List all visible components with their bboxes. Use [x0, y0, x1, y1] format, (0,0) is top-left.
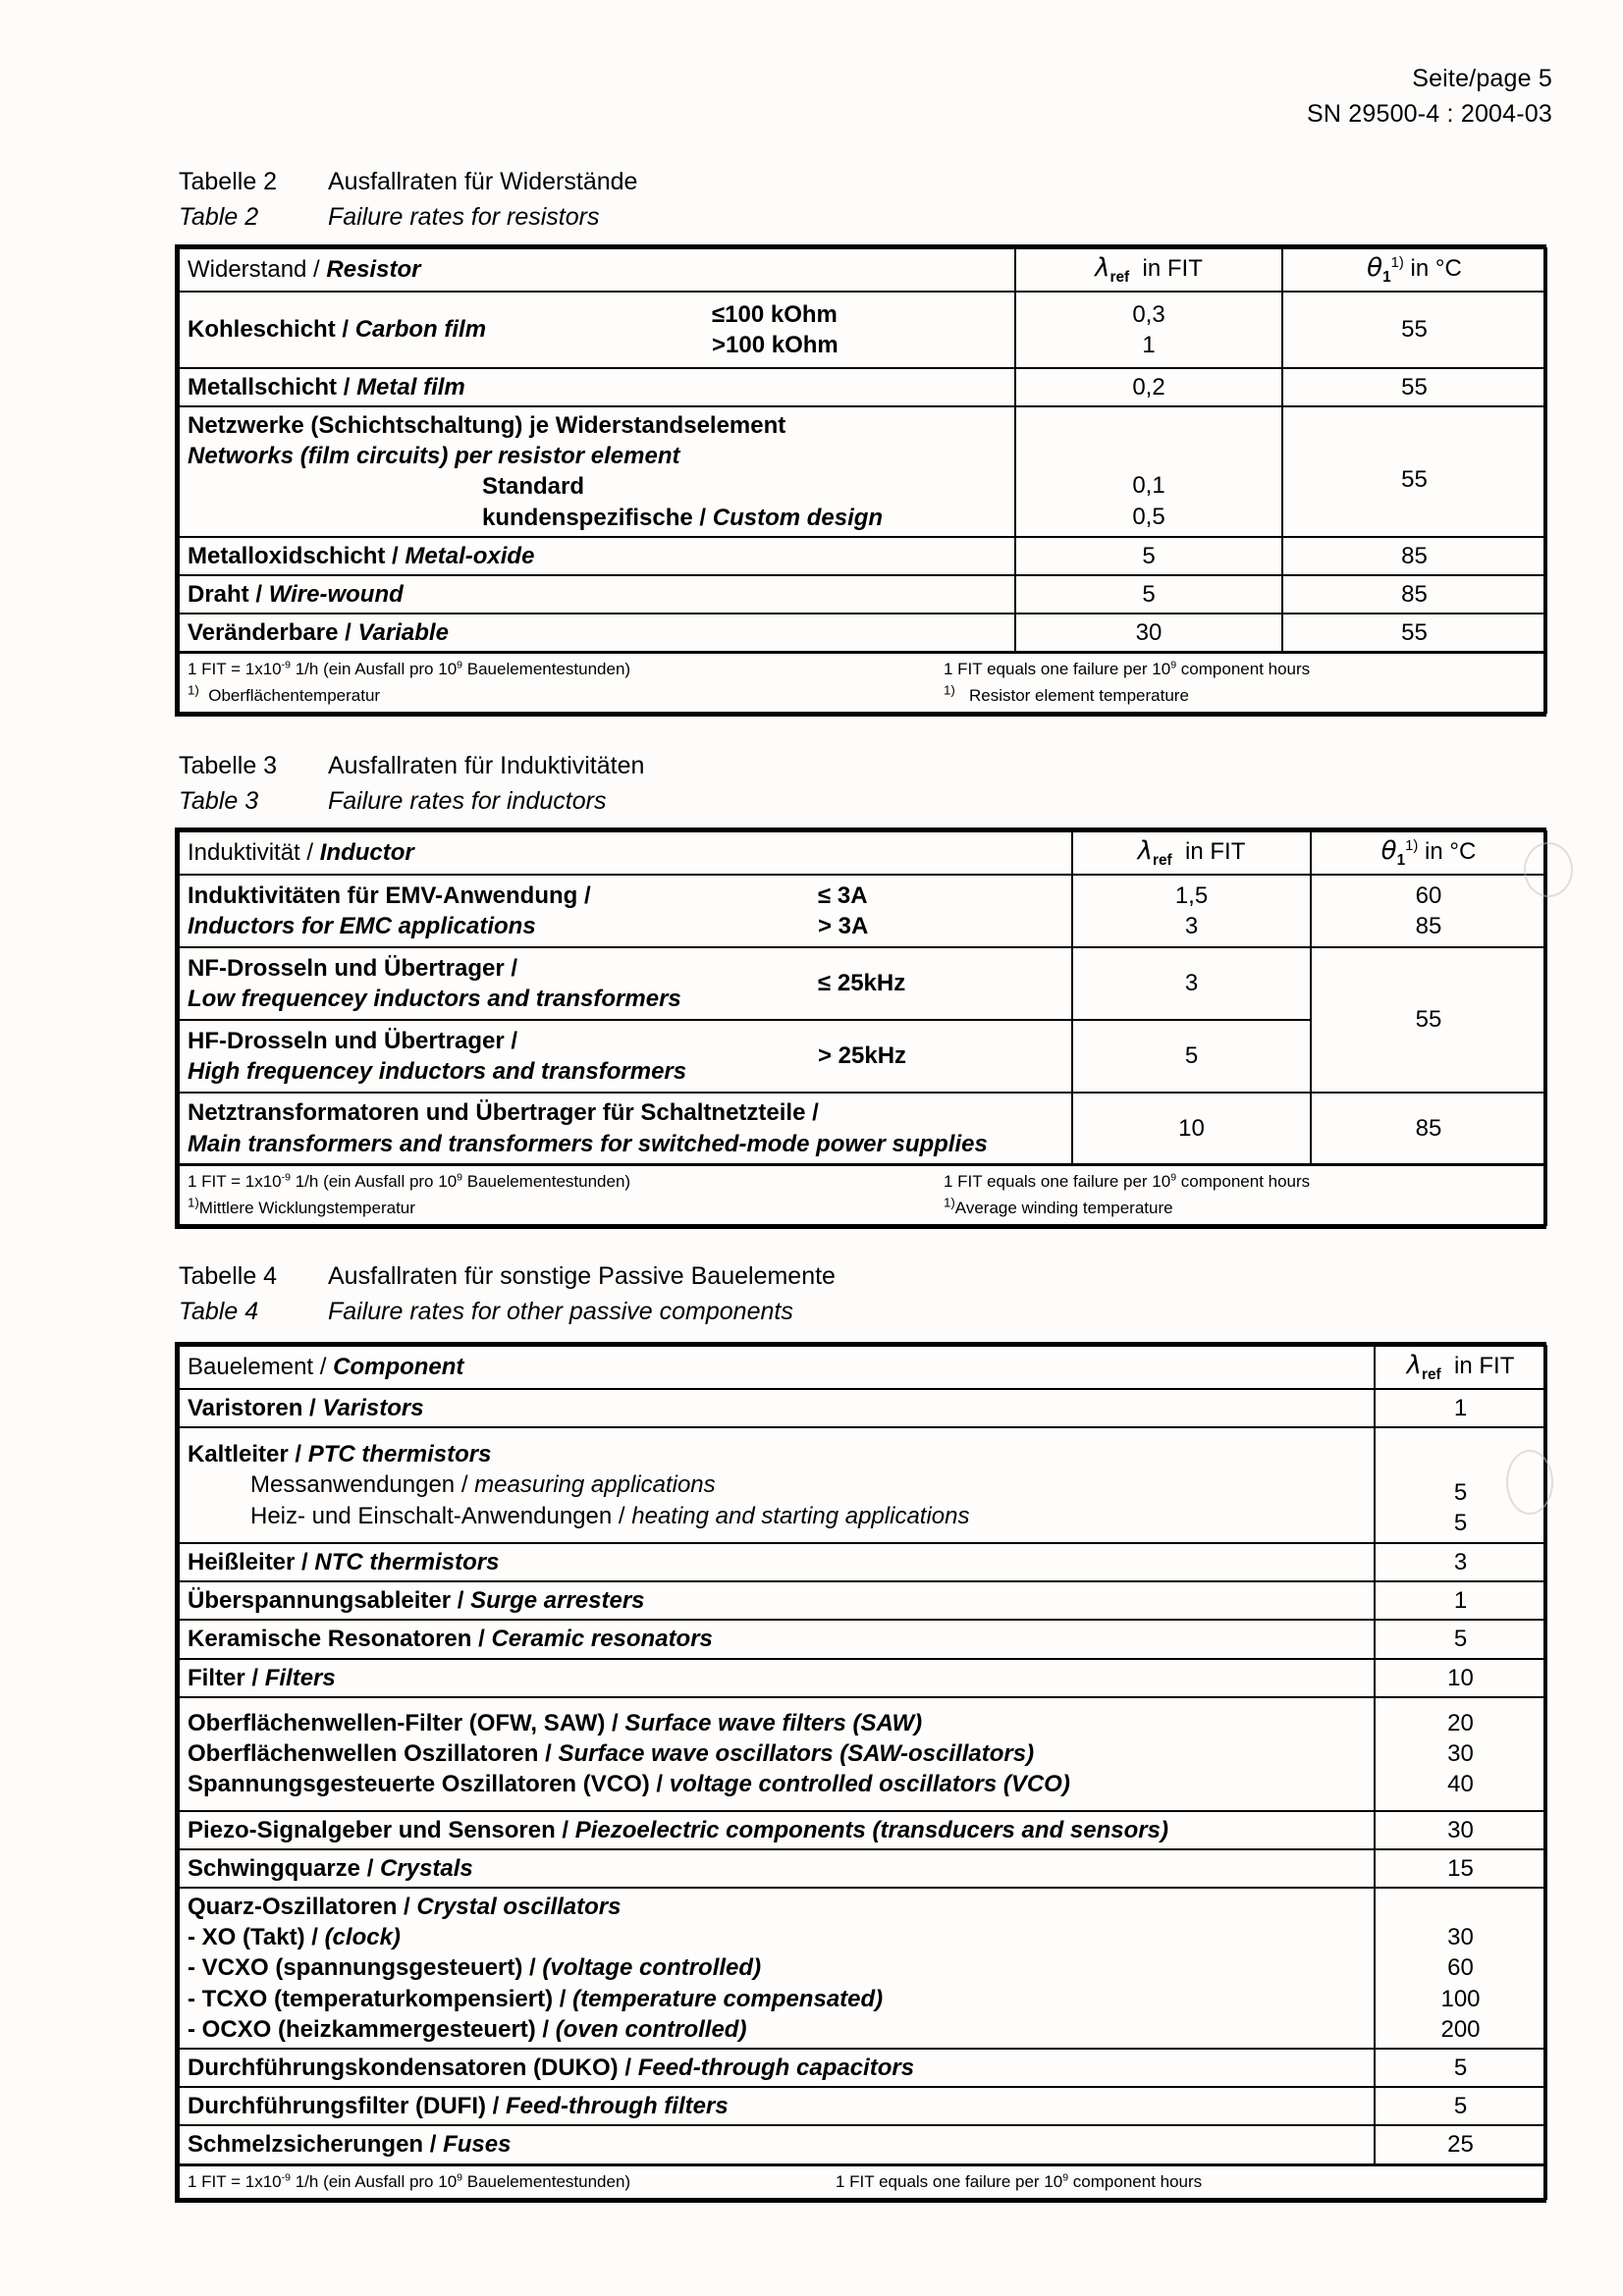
table4-row-ptc — [179, 1427, 1375, 1543]
table3-row2-lambda: 3 — [1072, 947, 1311, 1020]
table4-row-crystals-en: Crystals — [380, 1854, 473, 1882]
theta-symbol: θ — [1380, 836, 1397, 866]
osc-title-de: Quarz-Oszillatoren — [188, 1894, 398, 1921]
table4-osc-line2 — [188, 1952, 1366, 1983]
saw-line3-de: Spannungsgesteuerte Oszillatoren (VCO) — [188, 1771, 650, 1798]
table2-row1-name-de: Kohleschicht — [188, 316, 336, 344]
fn-en-b: component hours — [1068, 2171, 1203, 2191]
table2-footnote-de-line2 — [188, 683, 944, 709]
table4-row-duko-value: 5 — [1375, 2049, 1546, 2087]
table2-row5-theta: 85 — [1282, 575, 1546, 614]
table4-row-ntc-value: 3 — [1375, 1543, 1546, 1581]
table-row — [179, 947, 1546, 1020]
table3-footnote-de-line1 — [188, 1169, 944, 1195]
table4-footnote — [179, 2164, 1546, 2199]
table4-caption-text-en: Failure rates for other passive components — [328, 1297, 793, 1325]
fn-b: 1/h (ein Ausfall pro 10 — [290, 1172, 458, 1192]
table2-caption-text-en: Failure rates for resistors — [328, 202, 600, 231]
table4-osc-line3 — [188, 1984, 1366, 2014]
fn-mark-en: 1) — [944, 681, 955, 697]
table4-col-component: Bauelement / Component — [179, 1346, 1375, 1389]
ptc-value-2: 5 — [1453, 1509, 1468, 1536]
table4-row-varistors-value: 1 — [1375, 1389, 1546, 1427]
table-row — [179, 875, 1546, 947]
table4-row-varistors-en: Varistors — [322, 1394, 424, 1421]
fn-exp-9: 9 — [457, 2170, 463, 2183]
table3-col-component-de: Induktivität — [188, 839, 300, 867]
lambda-subscript: ref — [1422, 1365, 1441, 1383]
table3-footnote-de-line2 — [188, 1196, 944, 1221]
table4-row-piezo-de: Piezo-Signalgeber und Sensoren — [188, 1816, 556, 1843]
table3-footnote-de — [188, 1169, 944, 1221]
table4-row-filters-de: Filter — [188, 1664, 245, 1691]
table4 — [175, 1342, 1546, 2203]
table2-row6-theta: 55 — [1282, 614, 1546, 653]
fn-de-text: Mittlere Wicklungstemperatur — [198, 1198, 415, 1217]
table3-footnote — [179, 1165, 1546, 1225]
osc-line2-en: (voltage controlled) — [542, 1954, 762, 1982]
table-row — [179, 292, 1546, 368]
table-row — [179, 1427, 1546, 1543]
table4-col-component-en: Component — [333, 1354, 464, 1381]
table4-row-filters: Filter / Filters — [179, 1659, 1375, 1697]
table4-grid — [178, 1345, 1547, 2200]
table3-row2-name-en: Low frequencey inductors and transformers — [188, 985, 681, 1012]
table2-caption-label-en: Table 2 — [179, 202, 259, 231]
fn-mark-de: 1) — [188, 681, 199, 697]
fn-c: Bauelementestunden) — [462, 660, 631, 679]
table4-row-surge-en: Surge arresters — [470, 1587, 645, 1615]
table3-row3-name-de: HF-Drosseln und Übertrager / — [188, 1027, 518, 1054]
fn-exp-neg9: -9 — [281, 1171, 291, 1184]
table2-row4-lambda: 5 — [1015, 537, 1282, 575]
table4-row-saw-values — [1375, 1697, 1546, 1811]
table3-row4-theta: 85 — [1311, 1093, 1546, 1165]
table4-row-ntc-en: NTC thermistors — [314, 1548, 500, 1575]
table4-row-duko: Durchführungskondensatoren (DUKO) / Feed-through capacitors — [179, 2049, 1375, 2087]
lambda-unit-label: in FIT — [1142, 255, 1203, 282]
table4-row-ntc-de: Heißleiter — [188, 1548, 296, 1575]
table4-caption-label-en: Table 4 — [179, 1297, 259, 1325]
table2-footnote-en-line2 — [944, 683, 1538, 709]
table2-row5-name-en: Wire-wound — [268, 580, 404, 608]
saw-line1-de: Oberflächenwellen-Filter (OFW, SAW) — [188, 1709, 606, 1736]
table4-footnote-en-line1 — [836, 2169, 1538, 2195]
lambda-symbol: λ — [1406, 1351, 1423, 1380]
table4-row-ceramic: Keramische Resonatoren / Ceramic resonators — [179, 1620, 1375, 1658]
table-row — [179, 406, 1546, 537]
table4-row-dufi-de: Durchführungsfilter (DUFI) — [188, 2093, 486, 2120]
theta-footnote-marker: 1) — [1405, 838, 1419, 854]
table2-footnote — [179, 653, 1546, 713]
table4-row-ptc-sub1: Messanwendungen / measuring applications — [250, 1471, 716, 1499]
table2-row3-name-de: Netzwerke (Schichtschaltung) je Widerstandselement — [188, 411, 786, 439]
table2-row6-name-en: Variable — [357, 619, 449, 647]
table2-row3-component — [179, 406, 1015, 537]
table3-row1-condition-2: > 3A — [818, 912, 869, 939]
fn-b: 1/h (ein Ausfall pro 10 — [290, 2171, 458, 2191]
table4-caption — [179, 1259, 836, 1329]
table4-row-surge: Überspannungsableiter / Surge arresters — [179, 1581, 1375, 1620]
fn-a: 1 FIT = 1x10 — [188, 2171, 282, 2191]
table3-row2-condition: ≤ 25kHz — [818, 970, 906, 997]
fn-c: Bauelementestunden) — [462, 1172, 631, 1192]
table2-row1-name: Kohleschicht / Carbon film — [188, 316, 487, 344]
table3-col-component-en: Inductor — [319, 839, 414, 867]
fn-exp-neg9: -9 — [281, 2170, 291, 2183]
table4-footnote-de — [188, 2169, 836, 2195]
osc-line4-en: (oven controlled) — [555, 2015, 747, 2043]
table2-col-component-de: Widerstand — [188, 256, 307, 284]
table2-footnote-en-line1 — [944, 657, 1538, 682]
lambda-symbol: λ — [1095, 253, 1110, 283]
osc-line1-en: (clock) — [324, 1924, 401, 1951]
table-row — [179, 1811, 1546, 1849]
table4-row-piezo-en: Piezoelectric components (transducers and sensors) — [574, 1816, 1168, 1843]
fn-c: Bauelementestunden) — [462, 2171, 631, 2191]
table2-row3-sub2-de: kundenspezifische — [482, 504, 693, 531]
theta-footnote-marker: 1) — [1390, 255, 1404, 271]
theta-subscript: 1 — [1382, 268, 1391, 286]
table3-row2-name-de: NF-Drosseln und Übertrager / — [188, 954, 518, 982]
table2-row1-lambda-1: 0,3 — [1132, 300, 1165, 328]
table3-row1-theta-1: 60 — [1415, 881, 1442, 909]
table2-row6-name-de: Veränderbare — [188, 619, 339, 647]
table4-row-crystals-de: Schwingquarze — [188, 1854, 361, 1882]
table3-row1-name — [188, 881, 808, 941]
table2-row3-sub1-de: Standard — [482, 473, 585, 501]
table3-row1-conditions — [808, 881, 1063, 941]
table3-row1-theta — [1311, 875, 1546, 947]
table3-row1-name-en: Inductors for EMC applications — [188, 912, 536, 939]
table3-row2-name — [188, 953, 808, 1014]
fn-de-text: Oberflächentemperatur — [208, 685, 381, 705]
table4-row-surge-de: Überspannungsableiter — [188, 1587, 452, 1615]
table4-row-crystal-osc-values — [1375, 1888, 1546, 2049]
table4-osc-line1 — [188, 1922, 1366, 1952]
table2-row5-name-de: Draht — [188, 580, 249, 608]
table3-caption-label-en: Table 3 — [179, 786, 259, 815]
ptc-sub1-de: Messanwendungen — [250, 1471, 456, 1499]
table4-row-ptc-values — [1375, 1427, 1546, 1543]
lambda-symbol: λ — [1137, 836, 1154, 866]
table3-row4-component — [179, 1093, 1072, 1165]
table2-row2-name-en: Metal film — [356, 373, 465, 400]
table2-row5-lambda: 5 — [1015, 575, 1282, 614]
table-row — [179, 1697, 1546, 1811]
lambda-subscript: ref — [1109, 268, 1130, 286]
fn-en-exp: 9 — [1062, 2170, 1069, 2183]
fn-mark-de: 1) — [188, 1194, 199, 1209]
table4-row-fuses-value: 25 — [1375, 2125, 1546, 2164]
ptc-sub2-en: heating and starting applications — [631, 1502, 970, 1529]
table3-footnote-en — [944, 1169, 1538, 1221]
table2-row1-conditions — [702, 299, 1006, 360]
table3-row3-condition: > 25kHz — [818, 1042, 907, 1070]
table-row — [179, 1389, 1546, 1427]
table2-caption-label-de: Tabelle 2 — [179, 168, 278, 195]
lambda-subscript: ref — [1153, 851, 1172, 869]
table-row — [179, 614, 1546, 653]
table3-grid — [178, 830, 1547, 1226]
table4-row-ptc-title: Kaltleiter / PTC thermistors — [188, 1441, 492, 1468]
table3-footnote-row — [179, 1165, 1546, 1225]
table4-row-dufi: Durchführungsfilter (DUFI) / Feed-through filters — [179, 2087, 1375, 2125]
table2-row1-lambda — [1015, 292, 1282, 368]
lambda-unit-label: in FIT — [1185, 838, 1246, 865]
table4-row-filters-en: Filters — [264, 1664, 336, 1691]
table4-row-crystals: Schwingquarze / Crystals — [179, 1849, 1375, 1888]
osc-line2-de: - VCXO (spannungsgesteuert) / — [188, 1954, 536, 1982]
table2-col-theta — [1282, 248, 1546, 292]
table3-footnote-en-line2 — [944, 1196, 1538, 1221]
fn-a: 1 FIT = 1x10 — [188, 660, 282, 679]
osc-value-2: 60 — [1447, 1954, 1474, 1982]
saw-value-2: 30 — [1447, 1740, 1474, 1768]
table2-row4-component: Metalloxidschicht / Metal-oxide — [179, 537, 1015, 575]
table2-caption — [179, 165, 637, 235]
table2-row3-sub2: kundenspezifische / Custom design — [482, 504, 884, 531]
table-row — [179, 1543, 1546, 1581]
table4-header-row — [179, 1346, 1546, 1389]
fn-exp-neg9: -9 — [281, 659, 291, 671]
table2-caption-text-de: Ausfallraten für Widerstände — [328, 168, 638, 195]
table3-row3-name — [188, 1026, 808, 1087]
table-row — [179, 1659, 1546, 1697]
table-row — [179, 1093, 1546, 1165]
table4-caption-label-de: Tabelle 4 — [179, 1262, 278, 1290]
table2-row4-name-en: Metal-oxide — [405, 542, 535, 569]
fn-en-b: component hours — [1176, 660, 1311, 679]
table4-col-lambda — [1375, 1346, 1546, 1389]
table2-col-component: Widerstand / Resistor — [179, 248, 1015, 292]
saw-line2-en: Surface wave oscillators (SAW-oscillators) — [558, 1740, 1035, 1768]
table4-row-duko-en: Feed-through capacitors — [637, 2055, 915, 2081]
table3-caption-text-en: Failure rates for inductors — [328, 786, 607, 815]
table3-row2-component — [179, 947, 1072, 1020]
table-row — [179, 1888, 1546, 2049]
table4-row-varistors: Varistoren / Varistors — [179, 1389, 1375, 1427]
table4-row-ceramic-de: Keramische Resonatoren — [188, 1626, 472, 1653]
fn-mark-en: 1) — [944, 1194, 955, 1209]
table2-row6-lambda: 30 — [1015, 614, 1282, 653]
table2-grid — [178, 247, 1547, 714]
fn-en-text: Average winding temperature — [954, 1198, 1173, 1217]
table3 — [175, 828, 1546, 1229]
standard-reference-label: SN 29500-4 : 2004-03 — [1306, 100, 1552, 129]
table4-row-ntc: Heißleiter / NTC thermistors — [179, 1543, 1375, 1581]
table4-row-varistors-de: Varistoren — [188, 1394, 303, 1421]
table2-row1-theta: 55 — [1282, 292, 1546, 368]
table-row — [179, 1849, 1546, 1888]
table4-row-dufi-value: 5 — [1375, 2087, 1546, 2125]
table3-row1-component — [179, 875, 1072, 947]
osc-line4-de: - OCXO (heizkammergesteuert) / — [188, 2015, 550, 2043]
page-number-label: Seite/page 5 — [1412, 65, 1552, 92]
osc-line3-en: (temperature compensated) — [572, 1985, 884, 2012]
saw-line1-en: Surface wave filters (SAW) — [624, 1709, 923, 1736]
table2-col-lambda — [1015, 248, 1282, 292]
table2-row2-theta: 55 — [1282, 368, 1546, 406]
osc-line1-de: - XO (Takt) / — [188, 1924, 318, 1951]
table3-caption — [179, 749, 644, 819]
osc-line3-de: - TCXO (temperaturkompensiert) / — [188, 1985, 567, 2012]
table2-row1-condition-1: ≤100 kOhm — [712, 300, 838, 328]
table2-row1-lambda-2: 1 — [1142, 331, 1156, 358]
table2-row3-lambda-1: 0,1 — [1132, 472, 1165, 500]
table2-row1-name-en: Carbon film — [354, 316, 487, 344]
table4-footnote-row — [179, 2164, 1546, 2199]
table4-row-filters-value: 10 — [1375, 1659, 1546, 1697]
table2-row5-component: Draht / Wire-wound — [179, 575, 1015, 614]
table2-col-component-en: Resistor — [326, 256, 421, 284]
table4-saw-line3: Spannungsgesteuerte Oszillatoren (VCO) / voltage controlled oscillators (VCO) — [188, 1771, 1070, 1798]
table2-row1-component — [179, 292, 1015, 368]
table3-row1-theta-2: 85 — [1415, 912, 1442, 939]
table3-row4-name-en: Main transformers and transformers for switched-mode power supplies — [188, 1130, 988, 1157]
fn-en-exp: 9 — [1170, 1171, 1177, 1184]
table2-row3-sub2-en: Custom design — [712, 504, 884, 531]
document-header — [1307, 61, 1552, 133]
fn-en-a: 1 FIT equals one failure per 10 — [944, 1172, 1171, 1192]
table2-row3-lambda-2: 0,5 — [1132, 503, 1165, 530]
table3-row1-lambda-1: 1,5 — [1174, 881, 1209, 909]
table2-row2-lambda: 0,2 — [1015, 368, 1282, 406]
table4-saw-line2: Oberflächenwellen Oszillatoren / Surface wave oscillators (SAW-oscillators) — [188, 1740, 1035, 1768]
table4-row-piezo: Piezo-Signalgeber und Sensoren / Piezoelectric components (transducers and sensors) — [179, 1811, 1375, 1849]
table2-row4-name-de: Metalloxidschicht — [188, 542, 386, 569]
ptc-sub2-de: Heiz- und Einschalt-Anwendungen — [250, 1502, 613, 1529]
table3-caption-text-de: Ausfallraten für Induktivitäten — [328, 752, 645, 779]
table4-row-crystals-value: 15 — [1375, 1849, 1546, 1888]
table2-row6-component: Veränderbare / Variable — [179, 614, 1015, 653]
table-row — [179, 2049, 1546, 2087]
fn-en-b: component hours — [1176, 1172, 1311, 1192]
table3-row4-name-de: Netztransformatoren und Übertrager für Schaltnetzteile / — [188, 1099, 819, 1127]
table4-saw-line1: Oberflächenwellen-Filter (OFW, SAW) / Surface wave filters (SAW) — [188, 1709, 923, 1736]
table4-col-component-de: Bauelement — [188, 1354, 314, 1381]
table2-row2-component: Metallschicht / Metal film — [179, 368, 1015, 406]
osc-value-1: 30 — [1447, 1924, 1474, 1951]
table4-row-duko-de: Durchführungskondensatoren (DUKO) — [188, 2055, 619, 2081]
table-row — [179, 537, 1546, 575]
ptc-sub1-en: measuring applications — [474, 1471, 716, 1499]
table2-row2-name-de: Metallschicht — [188, 373, 338, 400]
table3-caption-label-de: Tabelle 3 — [179, 752, 278, 779]
table-row — [179, 2125, 1546, 2164]
table4-row-crystal-osc — [179, 1888, 1375, 2049]
ptc-value-1: 5 — [1453, 1478, 1468, 1506]
table4-row-ceramic-en: Ceramic resonators — [491, 1626, 713, 1653]
theta-symbol: θ — [1367, 253, 1383, 283]
fn-en-exp: 9 — [1170, 659, 1177, 671]
saw-line3-en: voltage controlled oscillators (VCO) — [669, 1771, 1070, 1798]
table3-row3-component — [179, 1020, 1072, 1093]
table4-row-surge-value: 1 — [1375, 1581, 1546, 1620]
table4-footnote-en — [836, 2169, 1538, 2195]
table2-row3-lambda — [1015, 406, 1282, 537]
table3-row1-lambda — [1072, 875, 1311, 947]
table2-row3-sub1 — [188, 471, 1006, 502]
table4-row-saw-group — [179, 1697, 1375, 1811]
table4-row-ptc-en: PTC thermistors — [307, 1441, 492, 1468]
table-row — [179, 1581, 1546, 1620]
table2-header-row — [179, 248, 1546, 292]
table4-footnote-de-line1 — [188, 2169, 836, 2195]
table3-row4-lambda: 10 — [1072, 1093, 1311, 1165]
table3-header-row — [179, 831, 1546, 875]
fn-a: 1 FIT = 1x10 — [188, 1172, 282, 1192]
table3-col-theta — [1311, 831, 1546, 875]
fn-en-a: 1 FIT equals one failure per 10 — [836, 2171, 1063, 2191]
table2-row1-condition-2: >100 kOhm — [712, 331, 839, 358]
table3-row1-lambda-2: 3 — [1184, 912, 1199, 939]
table2-footnote-de — [188, 657, 944, 709]
table4-row-fuses-en: Fuses — [443, 2131, 512, 2159]
table3-col-component: Induktivität / Inductor — [179, 831, 1072, 875]
table2-footnote-de-line1 — [188, 657, 944, 682]
table-row — [179, 575, 1546, 614]
table3-row1-name-de: Induktivitäten für EMV-Anwendung / — [188, 881, 591, 909]
table3-footnote-en-line1 — [944, 1169, 1538, 1195]
table2-row3-theta: 55 — [1282, 406, 1546, 537]
theta-subscript: 1 — [1396, 851, 1406, 869]
table4-row-piezo-value: 30 — [1375, 1811, 1546, 1849]
osc-value-4: 200 — [1440, 2015, 1481, 2043]
saw-value-1: 20 — [1447, 1709, 1474, 1736]
theta-unit-label: in °C — [1425, 838, 1477, 865]
fn-b: 1/h (ein Ausfall pro 10 — [290, 660, 458, 679]
saw-value-3: 40 — [1447, 1771, 1474, 1798]
theta-unit-label: in °C — [1410, 255, 1462, 282]
fn-en-a: 1 FIT equals one failure per 10 — [944, 660, 1171, 679]
table2-row4-theta: 85 — [1282, 537, 1546, 575]
fn-en-text: Resistor element temperature — [968, 685, 1189, 705]
table2-footnote-row — [179, 653, 1546, 713]
table2-row3-name-en: Networks (film circuits) per resistor element — [188, 443, 680, 470]
table3-row3-name-en: High frequencey inductors and transformers — [188, 1057, 687, 1085]
osc-title-en: Crystal oscillators — [416, 1894, 622, 1921]
table-row — [179, 2087, 1546, 2125]
table4-osc-title: Quarz-Oszillatoren / Crystal oscillators — [188, 1894, 622, 1921]
table4-row-ceramic-value: 5 — [1375, 1620, 1546, 1658]
table2 — [175, 244, 1546, 717]
table3-row3-lambda: 5 — [1072, 1020, 1311, 1093]
table3-row2-theta-merged: 55 — [1311, 947, 1546, 1093]
fn-exp-9: 9 — [457, 659, 463, 671]
table-row — [179, 1620, 1546, 1658]
table-row — [179, 368, 1546, 406]
table4-osc-line4 — [188, 2014, 1366, 2045]
table4-row-fuses-de: Schmelzsicherungen — [188, 2131, 424, 2159]
table2-footnote-en — [944, 657, 1538, 709]
osc-value-3: 100 — [1440, 1985, 1481, 2012]
table3-col-lambda — [1072, 831, 1311, 875]
saw-line2-de: Oberflächenwellen Oszillatoren — [188, 1740, 539, 1768]
table4-row-ptc-sub2: Heiz- und Einschalt-Anwendungen / heating and starting applications — [250, 1502, 970, 1529]
fn-exp-9: 9 — [457, 1171, 463, 1184]
table4-caption-text-de: Ausfallraten für sonstige Passive Bauelemente — [328, 1262, 836, 1290]
table3-row1-condition-1: ≤ 3A — [818, 881, 868, 909]
lambda-unit-label: in FIT — [1454, 1353, 1515, 1379]
table4-row-fuses: Schmelzsicherungen / Fuses — [179, 2125, 1375, 2164]
table4-row-dufi-en: Feed-through filters — [506, 2093, 729, 2120]
table4-row-ptc-de: Kaltleiter — [188, 1441, 289, 1468]
